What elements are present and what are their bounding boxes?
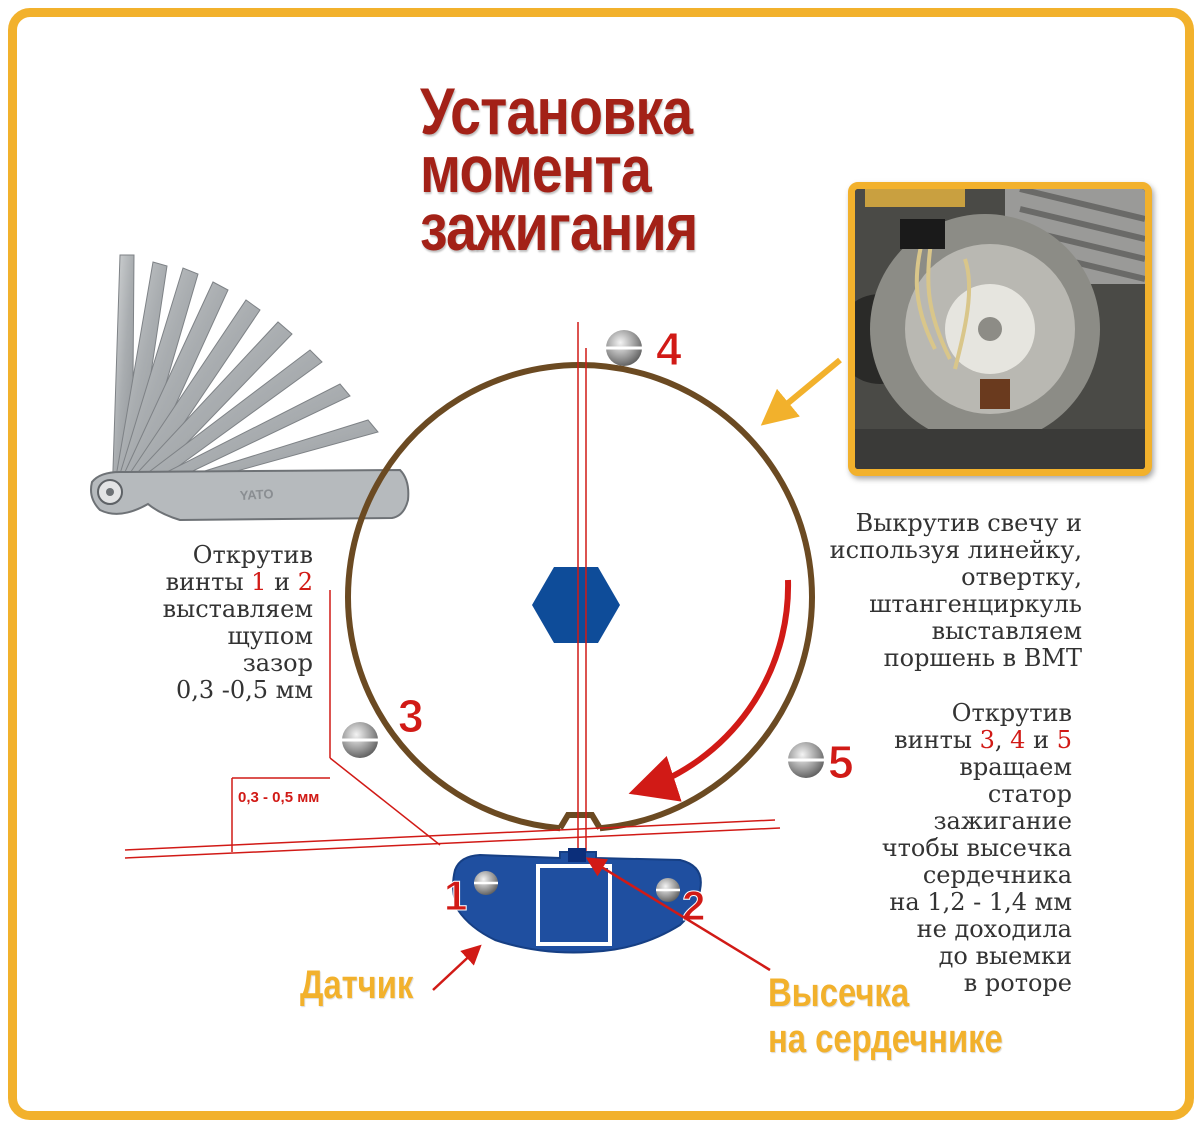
right-bottom-text: ,: [994, 726, 1011, 754]
screw-2-icon: [656, 878, 680, 902]
screw-5-icon: [788, 742, 824, 778]
screw-4-label: 4: [656, 323, 682, 375]
notch-label: [768, 970, 1003, 1062]
left-note-line-1: Открутив: [192, 541, 313, 569]
sensor-pointer-arrow: [433, 948, 478, 990]
sensor-label: Датчик: [300, 963, 414, 1007]
right-bottom-line-7: сердечника: [922, 861, 1072, 889]
right-top-line-3: отвертку,: [961, 563, 1082, 591]
right-top-line-5: выставляем: [931, 617, 1082, 645]
right-bottom-line-2: [882, 727, 1072, 754]
feeler-gauge-brand: YATO: [239, 486, 274, 503]
right-bottom-line-8: на 1,2 - 1,4 мм: [889, 888, 1072, 916]
right-top-line-2: используя линейку,: [829, 536, 1082, 564]
left-note-text: винты: [165, 568, 252, 596]
right-bottom-line-9: не доходила: [916, 915, 1072, 943]
photo-pointer-arrow: [770, 360, 840, 418]
left-note-line-5: зазор: [242, 649, 313, 677]
title-line-3: зажигания: [420, 190, 698, 264]
screw-1-label: 1: [444, 872, 468, 919]
right-top-line-4: штангенциркуль: [869, 590, 1082, 618]
right-note-bottom: [882, 700, 1072, 997]
right-bottom-line-11: в роторе: [963, 969, 1072, 997]
title-line-2: момента: [420, 132, 651, 206]
left-note-line-2: [163, 569, 313, 596]
gap-label: 0,3 - 0,5 мм: [238, 789, 320, 806]
left-note-text: и: [266, 568, 298, 596]
right-note-top: [830, 510, 1082, 672]
right-bottom-line-3: вращаем: [959, 753, 1072, 781]
core-notch: [568, 848, 586, 862]
right-bottom-screw-a: 3: [979, 726, 995, 754]
rotor-notch: [560, 815, 600, 828]
screw-1-icon: [474, 871, 498, 895]
title-line-1: Установка: [420, 74, 693, 148]
screw-3-label: 3: [398, 690, 424, 742]
left-note-line-4: щупом: [227, 622, 313, 650]
notch-label-line-1: Высечка: [768, 971, 910, 1015]
left-note-line-3: выставляем: [162, 595, 313, 623]
feeler-gauge: [91, 255, 408, 520]
left-note-line-6: 0,3 -0,5 мм: [175, 676, 313, 704]
screw-2-label: 2: [682, 882, 706, 929]
hex-nut-icon: [532, 567, 620, 643]
right-bottom-screw-b: 4: [1010, 726, 1026, 754]
rotation-arrow-icon: [640, 580, 788, 790]
right-bottom-line-6: чтобы высечка: [881, 834, 1072, 862]
screw-3-icon: [342, 722, 378, 758]
right-bottom-line-5: зажигание: [933, 807, 1072, 835]
right-bottom-line-10: до выемки: [938, 942, 1072, 970]
left-note: [163, 542, 313, 704]
notch-label-line-2: на сердечнике: [768, 1017, 1003, 1061]
right-bottom-line-4: статор: [987, 780, 1072, 808]
right-bottom-text: винты: [894, 726, 980, 754]
right-bottom-screw-c: 5: [1056, 726, 1072, 754]
screw-4-icon: [606, 330, 642, 366]
screw-5-label: 5: [828, 736, 854, 788]
right-top-line-6: поршень в ВМТ: [883, 644, 1082, 672]
left-note-screw-a: 1: [251, 568, 267, 596]
left-note-screw-b: 2: [297, 568, 313, 596]
right-bottom-line-1: Открутив: [951, 699, 1072, 727]
right-bottom-text: и: [1025, 726, 1057, 754]
right-top-line-1: Выкрутив свечу и: [855, 509, 1082, 537]
